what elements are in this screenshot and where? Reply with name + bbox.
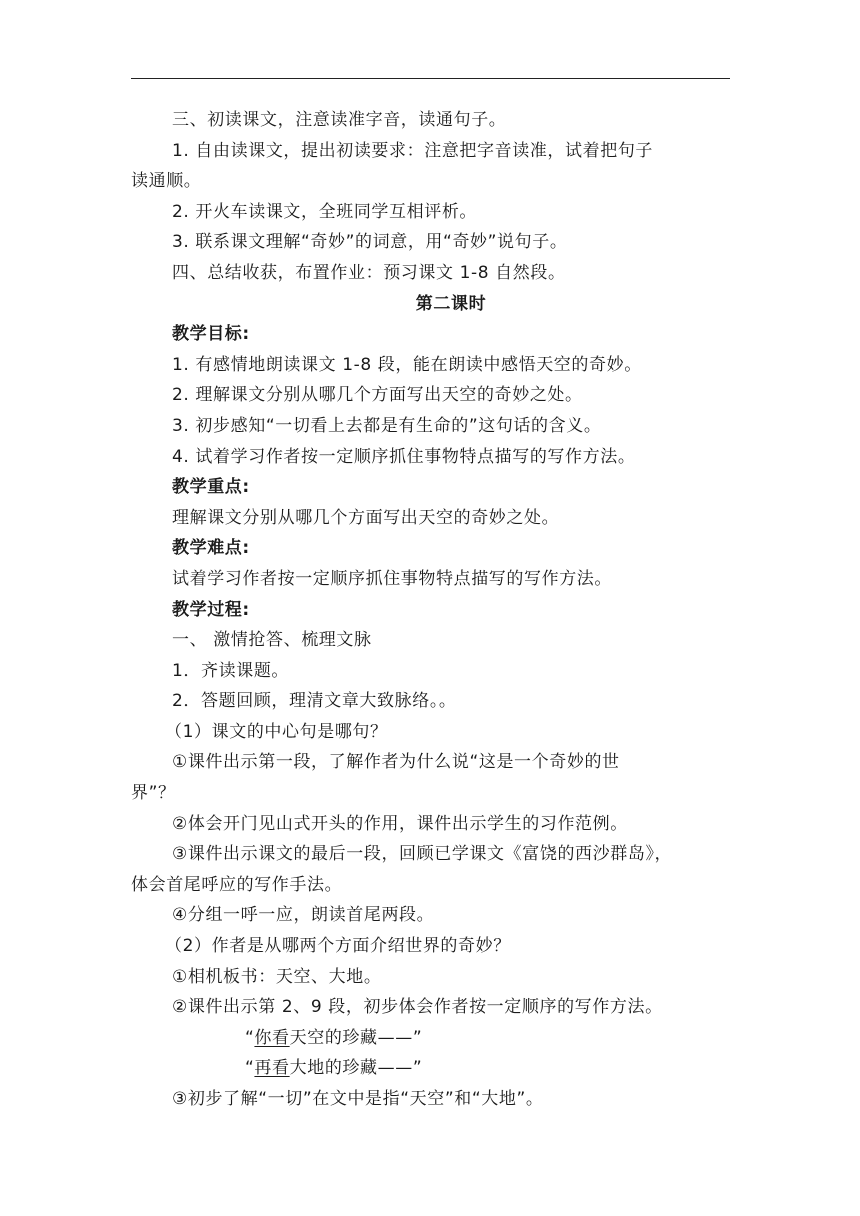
paragraph-continuation: 界”？ bbox=[131, 783, 176, 804]
section-heading-3: 三、初读课文，注意读准字音，读通句子。 bbox=[172, 110, 507, 130]
paragraph: ①课件出示第一段，了解作者为什么说“这是一个奇妙的世 bbox=[172, 752, 620, 773]
heading-objectives: 教学目标: bbox=[172, 324, 250, 345]
heading-key-point: 教学重点: bbox=[172, 477, 250, 498]
underlined-phrase: 再看 bbox=[254, 1058, 290, 1079]
paragraph: 2．答题回顾，理清文章大致脉络。。 bbox=[172, 691, 457, 712]
quote-mark: “ bbox=[245, 1027, 255, 1048]
paragraph: 1. 自由读课文，提出初读要求：注意把字音读准，试着把句子 bbox=[172, 140, 654, 161]
board-quote bbox=[131, 1053, 741, 1084]
paragraph: ③初步了解“一切”在文中是指“天空”和“大地”。 bbox=[172, 1089, 544, 1109]
question: （1）课文的中心句是哪句？ bbox=[165, 721, 388, 742]
paragraph: 2. 开火车读课文，全班同学互相评析。 bbox=[172, 201, 478, 222]
section-heading-4: 四、总结收获，布置作业：预习课文 1-8 自然段。 bbox=[172, 262, 566, 283]
paragraph: ②体会开门见山式开头的作用，课件出示学生的习作范例。 bbox=[172, 813, 628, 834]
paragraph: ④分组一呼一应，朗读首尾两段。 bbox=[172, 905, 435, 926]
lesson-title: 第二课时 bbox=[415, 293, 487, 314]
underlined-phrase: 你看 bbox=[254, 1027, 290, 1048]
process-step-heading: 一、 激情抢答、梳理文脉 bbox=[172, 630, 372, 651]
header-rule bbox=[131, 78, 730, 79]
board-quote bbox=[131, 1023, 741, 1054]
objective-item: 4. 试着学习作者按一定顺序抓住事物特点描写的写作方法。 bbox=[172, 446, 636, 467]
paragraph-continuation: 体会首尾呼应的写作手法。 bbox=[131, 874, 343, 895]
objective-item: 2. 理解课文分别从哪几个方面写出天空的奇妙之处。 bbox=[172, 385, 583, 406]
paragraph: 3. 联系课文理解“奇妙”的词意，用“奇妙”说句子。 bbox=[172, 232, 568, 253]
quote-text: 天空的珍藏——” bbox=[289, 1027, 423, 1048]
paragraph: 理解课文分别从哪几个方面写出天空的奇妙之处。 bbox=[172, 507, 560, 528]
heading-difficulty: 教学难点: bbox=[172, 538, 250, 559]
quote-text: 大地的珍藏——” bbox=[289, 1058, 423, 1079]
paragraph: ①相机板书：天空、大地。 bbox=[172, 966, 382, 987]
paragraph: 试着学习作者按一定顺序抓住事物特点描写的写作方法。 bbox=[172, 568, 612, 589]
question: （2）作者是从哪两个方面介绍世界的奇妙？ bbox=[165, 936, 511, 957]
quote-mark: “ bbox=[245, 1058, 255, 1079]
objective-item: 1. 有感情地朗读课文 1-8 段，能在朗读中感悟天空的奇妙。 bbox=[172, 354, 642, 375]
heading-process: 教学过程: bbox=[172, 599, 250, 620]
paragraph: 1．齐读课题。 bbox=[172, 660, 290, 681]
paragraph: ③课件出示课文的最后一段，回顾已学课文《富饶的西沙群岛》， bbox=[172, 844, 673, 865]
objective-item: 3. 初步感知“一切看上去都是有生命的”这句话的含义。 bbox=[172, 415, 602, 436]
document-body bbox=[131, 105, 741, 1115]
paragraph: ②课件出示第 2、9 段，初步体会作者按一定顺序的写作方法。 bbox=[172, 997, 663, 1018]
paragraph-continuation: 读通顺。 bbox=[131, 171, 202, 192]
